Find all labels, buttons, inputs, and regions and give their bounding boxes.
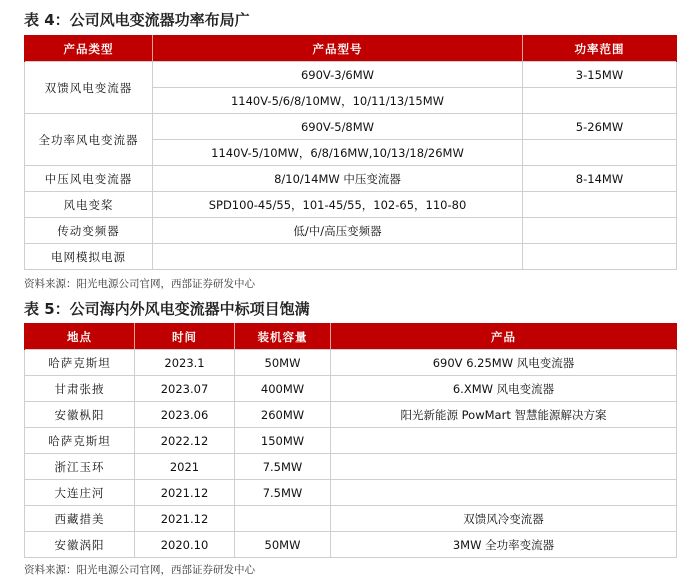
table-row xyxy=(25,218,677,244)
power-range-cell xyxy=(523,244,677,270)
place-cell: 安徽涡阳 xyxy=(25,532,135,558)
product-cell: 6.XMW 风电变流器 xyxy=(331,376,677,402)
power-range-cell: 8-14MW xyxy=(523,166,677,192)
capacity-cell: 400MW xyxy=(235,376,331,402)
table-row xyxy=(25,114,677,140)
header-product: 产品 xyxy=(331,324,677,350)
product-model-cell xyxy=(153,244,523,270)
place-cell: 浙江玉环 xyxy=(25,454,135,480)
product-model-cell: 8/10/14MW 中压变流器 xyxy=(153,166,523,192)
capacity-cell: 50MW xyxy=(235,532,331,558)
date-cell: 2023.07 xyxy=(135,376,235,402)
place-cell: 甘肃张掖 xyxy=(25,376,135,402)
header-date: 时间 xyxy=(135,324,235,350)
product-cell: 阳光新能源 PowMart 智慧能源解决方案 xyxy=(331,402,677,428)
product-model-cell: SPD100-45/55，101-45/55，102-65，110-80 xyxy=(153,192,523,218)
product-model-cell: 低/中/高压变频器 xyxy=(153,218,523,244)
date-cell: 2022.12 xyxy=(135,428,235,454)
date-cell: 2021 xyxy=(135,454,235,480)
capacity-cell xyxy=(235,506,331,532)
place-cell: 哈萨克斯坦 xyxy=(25,350,135,376)
header-product-type: 产品类型 xyxy=(25,36,153,62)
product-cell: 双馈风冷变流器 xyxy=(331,506,677,532)
date-cell: 2023.06 xyxy=(135,402,235,428)
header-place: 地点 xyxy=(25,324,135,350)
product-type-cell: 电网模拟电源 xyxy=(25,244,153,270)
table-row xyxy=(25,192,677,218)
table-row xyxy=(25,454,677,480)
product-cell xyxy=(331,428,677,454)
power-range-cell: 5-26MW xyxy=(523,114,677,140)
product-type-cell: 风电变桨 xyxy=(25,192,153,218)
table-row xyxy=(25,506,677,532)
table5-header-row xyxy=(25,324,677,350)
product-model-cell: 690V-5/8MW xyxy=(153,114,523,140)
power-range-cell xyxy=(523,192,677,218)
table-row xyxy=(25,62,677,88)
table-row xyxy=(25,166,677,192)
table-row xyxy=(25,350,677,376)
power-range-cell: 3-15MW xyxy=(523,62,677,88)
header-product-model: 产品型号 xyxy=(153,36,523,62)
table4-header-row xyxy=(25,36,677,62)
table4-source: 资料来源：阳光电源公司官网，西部证券研发中心 xyxy=(24,278,255,290)
place-cell: 西藏措美 xyxy=(25,506,135,532)
date-cell: 2023.1 xyxy=(135,350,235,376)
table5-title: 表 5：公司海内外风电变流器中标项目饱满 xyxy=(24,300,310,318)
date-cell: 2021.12 xyxy=(135,480,235,506)
capacity-cell: 50MW xyxy=(235,350,331,376)
table4-title: 表 4：公司风电变流器功率布局广 xyxy=(24,11,250,29)
table4 xyxy=(24,35,677,270)
place-cell: 哈萨克斯坦 xyxy=(25,428,135,454)
power-range-cell-empty xyxy=(523,140,677,166)
table5-source: 资料来源：阳光电源公司官网，西部证券研发中心 xyxy=(24,564,255,576)
capacity-cell: 7.5MW xyxy=(235,480,331,506)
product-type-cell: 传动变频器 xyxy=(25,218,153,244)
place-cell: 安徽枞阳 xyxy=(25,402,135,428)
power-range-cell xyxy=(523,218,677,244)
table-row xyxy=(25,428,677,454)
product-type-cell: 全功率风电变流器 xyxy=(25,114,153,166)
table-row xyxy=(25,376,677,402)
product-model-cell: 1140V-5/6/8/10MW，10/11/13/15MW xyxy=(153,88,523,114)
product-type-cell: 双馈风电变流器 xyxy=(25,62,153,114)
product-model-cell: 1140V-5/10MW，6/8/16MW,10/13/18/26MW xyxy=(153,140,523,166)
table-row xyxy=(25,532,677,558)
power-range-cell-empty xyxy=(523,88,677,114)
product-cell: 3MW 全功率变流器 xyxy=(331,532,677,558)
date-cell: 2020.10 xyxy=(135,532,235,558)
capacity-cell: 260MW xyxy=(235,402,331,428)
table5 xyxy=(24,323,677,558)
capacity-cell: 150MW xyxy=(235,428,331,454)
table-row xyxy=(25,402,677,428)
product-type-cell: 中压风电变流器 xyxy=(25,166,153,192)
table-row xyxy=(25,244,677,270)
product-model-cell: 690V-3/6MW xyxy=(153,62,523,88)
product-cell: 690V 6.25MW 风电变流器 xyxy=(331,350,677,376)
header-power-range: 功率范围 xyxy=(523,36,677,62)
header-capacity: 装机容量 xyxy=(235,324,331,350)
table-row xyxy=(25,480,677,506)
date-cell: 2021.12 xyxy=(135,506,235,532)
product-cell xyxy=(331,480,677,506)
capacity-cell: 7.5MW xyxy=(235,454,331,480)
product-cell xyxy=(331,454,677,480)
place-cell: 大连庄河 xyxy=(25,480,135,506)
